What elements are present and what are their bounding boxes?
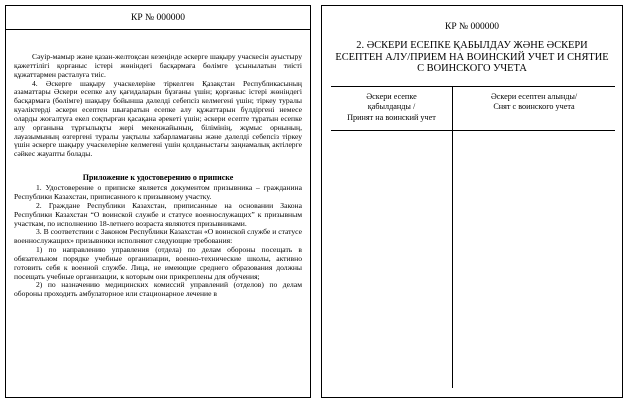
russian-text-block bbox=[6, 173, 310, 299]
col-header-removed bbox=[453, 92, 615, 113]
col-header-accepted bbox=[331, 92, 452, 123]
col-header-accepted-line-3: Принят на воинский учет bbox=[347, 112, 436, 122]
right-doc-number: КР № 000000 bbox=[445, 22, 499, 32]
ru-paragraph-1: 1. Удостоверение о приписке является документом призывника – гражданина Республики Казахстан, приписанного к призывному участку. bbox=[14, 183, 302, 201]
title-line-3: С ВОИНСКОГО УЧЕТА bbox=[417, 63, 527, 75]
kz-paragraph-1: Сәуір-мамыр және қазан-желтоқсан кезеңінде әскерге шақыру учаскесін ауыстыру қажеттілігі қорғаныс істері жөніндегі басқармаға бөлімге ұсынылатын тиісті құжаттармен расталуға тиіс. bbox=[14, 52, 302, 79]
table-top-border bbox=[331, 86, 615, 87]
col-header-accepted-line-1: Әскери есепке bbox=[366, 92, 417, 101]
left-page bbox=[5, 5, 311, 398]
col-header-removed-line-1: Әскери есептен алынды/ bbox=[490, 92, 578, 101]
registration-table bbox=[331, 86, 615, 394]
ru-appendix-heading: Приложение к удостоверению о приписке bbox=[82, 173, 234, 183]
title-line-1: 2. ӘСКЕРИ ЕСЕПКЕ ҚАБЫЛДАУ ЖӘНЕ ӘСКЕРИ bbox=[356, 40, 588, 51]
ru-paragraph-3: 3. В соответствии с Законом Республики Казахстан «О воинской службе и статусе военнослужащих» призывники исполняют следующие требования: bbox=[14, 227, 302, 246]
left-doc-number: КР № 000000 bbox=[131, 13, 185, 23]
registration-section-title bbox=[322, 40, 622, 75]
right-page bbox=[321, 5, 623, 398]
ru-paragraph-4: 1) по направлению управления (отдела) по делам обороны посещать в обязательном порядке учебные организации, военно-технические школы, активно готовить себя к военной службе. Лица, не имеющие среднего образования должны посещать учебные организации, к которым они прикреплены для обучения; bbox=[14, 245, 302, 281]
ru-paragraph-5: 2) по назначению медицинских комиссий управлений (отделов) по делам обороны проходить амбулаторное или стационарное лечение в bbox=[14, 280, 302, 299]
table-header-divider bbox=[331, 130, 615, 131]
left-header-divider bbox=[6, 29, 310, 30]
ru-paragraph-2: 2. Граждане Республики Казахстан, приписанные на основании Закона Республики Казахстан “О воинской службе и статусе военнослужащих” к призывным участкам, по исполнению 18-летнего возраста являются призывниками. bbox=[14, 200, 302, 228]
kazakh-text-block bbox=[6, 53, 310, 159]
kz-paragraph-2: 4. Әскерге шақыру учаскелеріне тіркелген Қазақстан Республикасының азаматтары Әскери есепке алу қағидаларын бұзғаны үшін; қорғаныс істері жөніндегі басқармаға (бөлімге) шақыру бойынша дәлелді себепсіз келмегені үшін; тіркеу туралы куәліктерді әскери есептен шығаратын есепке алу құжаттарын бүлдіргені немесе оларды жоғалтуға екел соқтырған қасақана әрекеті үшін; әскери есепте тұратын есепке алу органына тұрғылықты жері мекенжайының, білімінің, жұмыс орнының, лауазымының өзгергені туралы уақтылы хабарламағаны және дәлелді себепсіз тіркеу үшін әскерге шақыру учаскелеріне келмегені үшін қолданыстағы заңнамалық актілерге сәйкес жауапты болады. bbox=[14, 78, 302, 159]
col-header-accepted-line-2: қабылданды / bbox=[367, 102, 416, 112]
col-header-removed-line-2: Снят с воинского учета bbox=[493, 102, 575, 112]
table-column-divider bbox=[452, 86, 453, 388]
title-line-2: ЕСЕПТЕН АЛУ/ПРИЕМ НА ВОИНСКИЙ УЧЕТ И СНЯТИЕ bbox=[335, 51, 609, 63]
